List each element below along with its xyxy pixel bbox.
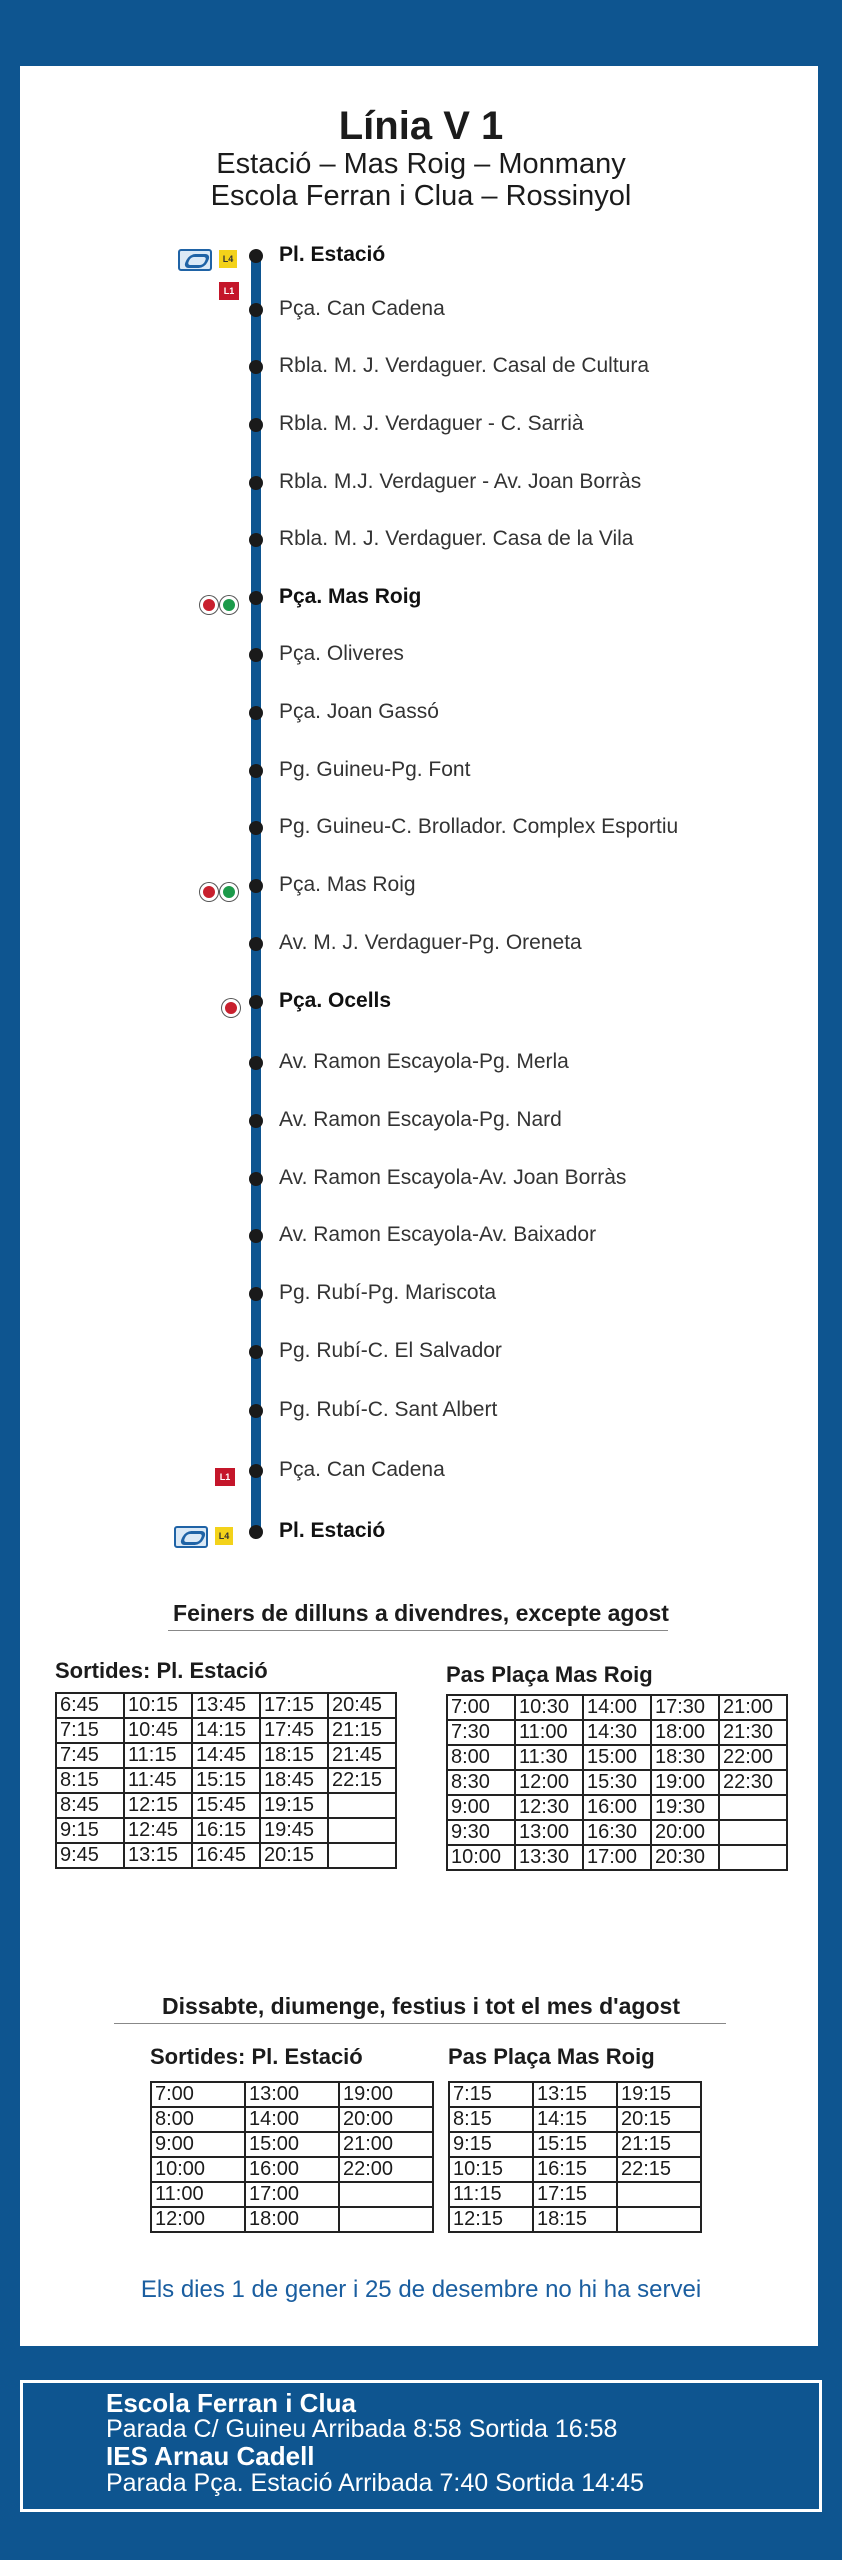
time-cell: 7:45 (56, 1743, 124, 1768)
time-cell: 15:30 (583, 1770, 651, 1795)
stop-item (0, 1396, 842, 1426)
time-cell: 14:15 (192, 1718, 260, 1743)
time-cell: 20:15 (617, 2107, 701, 2132)
weekday-pas-table (446, 1694, 788, 1871)
stop-dot-icon (249, 995, 263, 1009)
school-2-name: IES Arnau Cadell (106, 2441, 315, 2471)
stop-item (0, 468, 842, 498)
time-cell: 20:30 (651, 1845, 719, 1870)
table-row (449, 2107, 701, 2132)
green-connection-icon (220, 596, 238, 614)
time-cell: 22:15 (617, 2157, 701, 2182)
time-cell: 8:45 (56, 1793, 124, 1818)
time-cell: 9:15 (449, 2132, 533, 2157)
stop-item (0, 871, 842, 901)
divider (114, 2023, 726, 2024)
stop-name: Av. M. J. Verdaguer-Pg. Oreneta (279, 931, 582, 954)
time-cell: 8:30 (447, 1770, 515, 1795)
time-cell: 7:00 (151, 2082, 245, 2107)
stop-item (0, 583, 842, 613)
stop-item (0, 698, 842, 728)
time-cell (328, 1818, 396, 1843)
stop-dot-icon (249, 303, 263, 317)
stop-dot-icon (249, 937, 263, 951)
time-cell: 19:15 (617, 2082, 701, 2107)
time-cell: 10:30 (515, 1695, 583, 1720)
time-cell: 20:00 (651, 1820, 719, 1845)
stop-dot-icon (249, 706, 263, 720)
service-notice: Els dies 1 de gener i 25 de desembre no hi ha servei (140, 2276, 702, 2303)
time-cell: 7:30 (447, 1720, 515, 1745)
stop-name: Rbla. M. J. Verdaguer. Casa de la Vila (279, 527, 634, 550)
time-cell: 11:00 (151, 2182, 245, 2207)
time-cell: 7:15 (449, 2082, 533, 2107)
stop-dot-icon (249, 1404, 263, 1418)
weekday-pas-title: Pas Plaça Mas Roig (446, 1662, 653, 1687)
time-cell: 13:15 (533, 2082, 617, 2107)
l4-badge: L4 (219, 250, 237, 268)
time-cell: 18:30 (651, 1745, 719, 1770)
time-cell: 19:00 (339, 2082, 433, 2107)
time-cell: 14:00 (245, 2107, 339, 2132)
time-cell: 7:00 (447, 1695, 515, 1720)
stop-name: Pg. Guineu-C. Brollador. Complex Esportiu (279, 815, 679, 838)
train-icon (174, 1526, 208, 1548)
route-subtitle-1: Estació – Mas Roig – Monmany (216, 148, 626, 180)
time-cell: 8:15 (449, 2107, 533, 2132)
stop-dot-icon (249, 1525, 263, 1539)
time-cell: 11:30 (515, 1745, 583, 1770)
weekend-sortides-title: Sortides: Pl. Estació (150, 2044, 363, 2069)
table-row (56, 1768, 396, 1793)
stop-name: Pça. Mas Roig (279, 873, 416, 896)
table-row (447, 1845, 787, 1870)
stop-item (0, 1517, 842, 1547)
time-cell: 21:45 (328, 1743, 396, 1768)
weekday-title: Feiners de dilluns a divendres, excepte agost (173, 1600, 669, 1626)
time-cell: 22:15 (328, 1768, 396, 1793)
table-row (151, 2207, 433, 2232)
stop-name: Pça. Can Cadena (279, 1458, 445, 1481)
stop-name: Rbla. M. J. Verdaguer - C. Sarrià (279, 412, 584, 435)
stop-dot-icon (249, 648, 263, 662)
table-row (151, 2157, 433, 2182)
time-cell: 18:00 (651, 1720, 719, 1745)
time-cell (719, 1795, 787, 1820)
stop-dot-icon (249, 533, 263, 547)
time-cell: 12:15 (449, 2207, 533, 2232)
table-row (447, 1745, 787, 1770)
time-cell: 18:00 (245, 2207, 339, 2232)
time-cell (719, 1820, 787, 1845)
stop-name: Av. Ramon Escayola-Av. Baixador (279, 1223, 597, 1246)
time-cell (617, 2182, 701, 2207)
time-cell: 11:00 (515, 1720, 583, 1745)
table-row (449, 2082, 701, 2107)
table-row (447, 1720, 787, 1745)
stop-name: Pl. Estació (279, 1519, 386, 1542)
time-cell: 18:15 (260, 1743, 328, 1768)
stop-name: Pça. Mas Roig (279, 585, 422, 608)
stop-name: Pça. Joan Gassó (279, 700, 439, 723)
stop-dot-icon (249, 1345, 263, 1359)
time-cell: 8:00 (151, 2107, 245, 2132)
time-cell: 15:45 (192, 1793, 260, 1818)
stop-name: Av. Ramon Escayola-Pg. Merla (279, 1050, 569, 1073)
time-cell (339, 2182, 433, 2207)
time-cell: 19:30 (651, 1795, 719, 1820)
table-row (449, 2182, 701, 2207)
time-cell: 10:15 (449, 2157, 533, 2182)
stop-dot-icon (249, 1056, 263, 1070)
time-cell: 18:45 (260, 1768, 328, 1793)
stop-name: Pg. Rubí-C. Sant Albert (279, 1398, 498, 1421)
table-row (56, 1818, 396, 1843)
table-row (447, 1820, 787, 1845)
time-cell: 21:30 (719, 1720, 787, 1745)
stop-dot-icon (249, 1229, 263, 1243)
time-cell (719, 1845, 787, 1870)
time-cell: 20:15 (260, 1843, 328, 1868)
time-cell: 6:45 (56, 1693, 124, 1718)
time-cell: 20:45 (328, 1693, 396, 1718)
time-cell: 9:30 (447, 1820, 515, 1845)
table-row (151, 2132, 433, 2157)
time-cell: 14:00 (583, 1695, 651, 1720)
stop-dot-icon (249, 591, 263, 605)
time-cell: 14:30 (583, 1720, 651, 1745)
time-cell: 22:00 (339, 2157, 433, 2182)
stop-name: Pg. Rubí-Pg. Mariscota (279, 1281, 497, 1304)
l1-badge: L1 (215, 1468, 235, 1486)
time-cell: 17:00 (245, 2182, 339, 2207)
table-row (447, 1795, 787, 1820)
time-cell: 11:15 (124, 1743, 192, 1768)
time-cell: 15:15 (533, 2132, 617, 2157)
stop-dot-icon (249, 1287, 263, 1301)
time-cell: 12:00 (515, 1770, 583, 1795)
stop-item (0, 525, 842, 555)
stop-name: Pça. Ocells (279, 989, 392, 1012)
stop-dot-icon (249, 476, 263, 490)
weekend-sortides-table (150, 2081, 434, 2233)
stop-dot-icon (249, 764, 263, 778)
stop-name: Av. Ramon Escayola-Pg. Nard (279, 1108, 562, 1131)
table-row (449, 2157, 701, 2182)
time-cell: 19:00 (651, 1770, 719, 1795)
table-row (56, 1693, 396, 1718)
table-row (449, 2207, 701, 2232)
stop-dot-icon (249, 821, 263, 835)
weekday-sortides-table (55, 1692, 397, 1869)
stop-item (0, 1048, 842, 1078)
time-cell: 17:15 (533, 2182, 617, 2207)
time-cell: 21:15 (617, 2132, 701, 2157)
time-cell: 9:15 (56, 1818, 124, 1843)
time-cell: 9:00 (151, 2132, 245, 2157)
time-cell: 10:00 (151, 2157, 245, 2182)
l4-badge: L4 (215, 1527, 233, 1545)
time-cell: 9:00 (447, 1795, 515, 1820)
stop-dot-icon (249, 360, 263, 374)
time-cell: 18:15 (533, 2207, 617, 2232)
l1-badge: L1 (219, 282, 239, 300)
stop-item (0, 929, 842, 959)
stop-dot-icon (249, 879, 263, 893)
stop-dot-icon (249, 418, 263, 432)
stop-item (0, 987, 842, 1017)
stop-dot-icon (249, 1464, 263, 1478)
time-cell: 17:45 (260, 1718, 328, 1743)
time-cell: 16:30 (583, 1820, 651, 1845)
time-cell: 8:15 (56, 1768, 124, 1793)
stop-item (0, 1164, 842, 1194)
stop-item (0, 1337, 842, 1367)
time-cell: 13:00 (515, 1820, 583, 1845)
time-cell: 13:15 (124, 1843, 192, 1868)
time-cell (339, 2207, 433, 2232)
time-cell: 19:15 (260, 1793, 328, 1818)
red-connection-icon (222, 999, 240, 1017)
divider (168, 1630, 668, 1631)
school-1-info: Parada C/ Guineu Arribada 8:58 Sortida 16:58 (106, 2415, 618, 2443)
time-cell: 21:15 (328, 1718, 396, 1743)
time-cell: 13:30 (515, 1845, 583, 1870)
time-cell: 12:30 (515, 1795, 583, 1820)
stop-name: Pg. Guineu-Pg. Font (279, 758, 471, 781)
time-cell: 15:00 (583, 1745, 651, 1770)
stop-dot-icon (249, 1114, 263, 1128)
time-cell: 16:00 (583, 1795, 651, 1820)
table-row (56, 1743, 396, 1768)
stop-name: Pl. Estació (279, 243, 386, 266)
train-icon (178, 249, 212, 271)
stop-name: Pg. Rubí-C. El Salvador (279, 1339, 502, 1362)
time-cell (617, 2207, 701, 2232)
line-title: Línia V 1 (338, 104, 504, 148)
table-row (447, 1770, 787, 1795)
table-row (151, 2082, 433, 2107)
time-cell: 20:00 (339, 2107, 433, 2132)
time-cell: 22:30 (719, 1770, 787, 1795)
stop-name: Rbla. M.J. Verdaguer - Av. Joan Borràs (279, 470, 642, 493)
stop-name: Pça. Oliveres (279, 642, 404, 665)
time-cell (328, 1843, 396, 1868)
time-cell: 17:00 (583, 1845, 651, 1870)
stop-item (0, 352, 842, 382)
school-1-name: Escola Ferran i Clua (106, 2388, 356, 2418)
stop-name: Pça. Can Cadena (279, 297, 445, 320)
time-cell: 10:00 (447, 1845, 515, 1870)
time-cell: 19:45 (260, 1818, 328, 1843)
time-cell: 17:15 (260, 1693, 328, 1718)
table-row (56, 1843, 396, 1868)
weekday-sortides-title: Sortides: Pl. Estació (55, 1658, 268, 1683)
table-row (151, 2107, 433, 2132)
time-cell: 21:00 (719, 1695, 787, 1720)
time-cell: 22:00 (719, 1745, 787, 1770)
weekend-pas-title: Pas Plaça Mas Roig (448, 2044, 655, 2069)
table-row (449, 2132, 701, 2157)
stop-item (0, 1221, 842, 1251)
weekend-title: Dissabte, diumenge, festius i tot el mes d'agost (162, 1993, 680, 2019)
stop-item (0, 241, 842, 271)
time-cell: 12:00 (151, 2207, 245, 2232)
time-cell: 13:45 (192, 1693, 260, 1718)
stop-name: Rbla. M. J. Verdaguer. Casal de Cultura (279, 354, 650, 377)
time-cell: 11:45 (124, 1768, 192, 1793)
table-row (447, 1695, 787, 1720)
route-subtitle-2: Escola Ferran i Clua – Rossinyol (210, 180, 632, 212)
stop-item (0, 1106, 842, 1136)
time-cell: 12:45 (124, 1818, 192, 1843)
stop-dot-icon (249, 249, 263, 263)
red-connection-icon (200, 883, 218, 901)
stop-dot-icon (249, 1172, 263, 1186)
time-cell: 16:45 (192, 1843, 260, 1868)
red-connection-icon (200, 596, 218, 614)
time-cell: 11:15 (449, 2182, 533, 2207)
stop-item (0, 295, 842, 325)
table-row (56, 1718, 396, 1743)
stop-item (0, 1456, 842, 1486)
stop-item (0, 410, 842, 440)
time-cell: 8:00 (447, 1745, 515, 1770)
stop-item (0, 756, 842, 786)
stop-item (0, 640, 842, 670)
stop-item (0, 1279, 842, 1309)
time-cell: 15:15 (192, 1768, 260, 1793)
table-row (56, 1793, 396, 1818)
time-cell: 7:15 (56, 1718, 124, 1743)
school-2-info: Parada Pça. Estació Arribada 7:40 Sortida 14:45 (106, 2469, 644, 2497)
time-cell: 16:15 (533, 2157, 617, 2182)
time-cell: 9:45 (56, 1843, 124, 1868)
time-cell: 12:15 (124, 1793, 192, 1818)
time-cell: 17:30 (651, 1695, 719, 1720)
time-cell: 10:15 (124, 1693, 192, 1718)
time-cell: 16:00 (245, 2157, 339, 2182)
time-cell: 21:00 (339, 2132, 433, 2157)
stop-item (0, 813, 842, 843)
time-cell: 13:00 (245, 2082, 339, 2107)
green-connection-icon (220, 883, 238, 901)
time-cell: 16:15 (192, 1818, 260, 1843)
time-cell: 10:45 (124, 1718, 192, 1743)
weekend-pas-table (448, 2081, 702, 2233)
time-cell: 14:15 (533, 2107, 617, 2132)
table-row (151, 2182, 433, 2207)
time-cell: 15:00 (245, 2132, 339, 2157)
stop-name: Av. Ramon Escayola-Av. Joan Borràs (279, 1166, 627, 1189)
time-cell: 14:45 (192, 1743, 260, 1768)
time-cell (328, 1793, 396, 1818)
